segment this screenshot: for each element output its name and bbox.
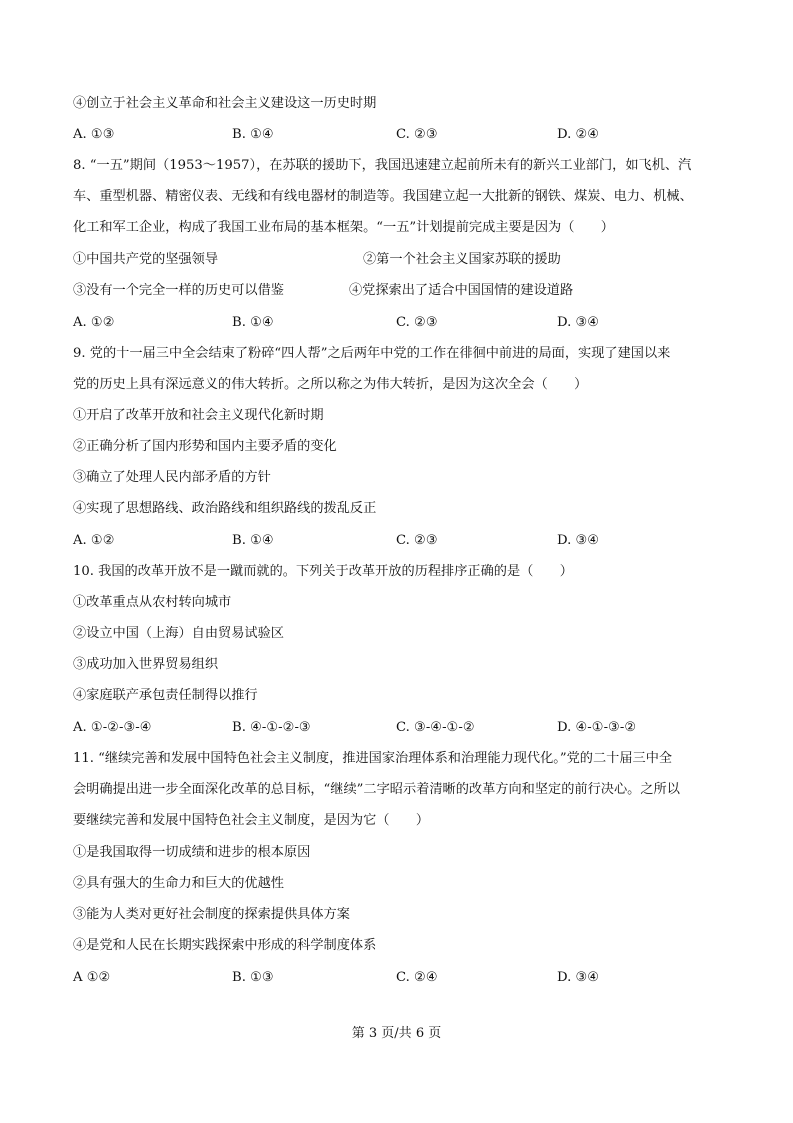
q11-item-1: ①是我国取得一切成绩和进步的根本原因	[73, 845, 311, 860]
q8-option-c[interactable]: C. ②③	[396, 315, 438, 330]
q11-item-2: ②具有强大的生命力和巨大的优越性	[73, 876, 284, 891]
q10-stem-line-1: 10. 我国的改革开放不是一蹴而就的。下列关于改革开放的历程排序正确的是（ ）	[73, 564, 573, 579]
q11-stem-line-3: 要继续完善和发展中国特色社会主义制度，是因为它（ ）	[73, 813, 430, 828]
q7-item-4: ④创立于社会主义革命和社会主义建设这一历史时期	[73, 96, 377, 111]
q10-item-1: ①改革重点从农村转向城市	[73, 595, 232, 610]
q9-item-1: ①开启了改革开放和社会主义现代化新时期	[73, 408, 324, 423]
q10-option-a[interactable]: A. ①-②-③-④	[73, 720, 152, 735]
q8-options	[73, 313, 733, 333]
q8-stem-line-1: 8. “一五”期间（1953～1957），在苏联的援助下，我国迅速建立起前所未有的新兴工业部门，如飞机、汽	[73, 158, 692, 173]
q9-options	[73, 531, 733, 551]
q8-items-row-2	[73, 281, 733, 301]
q9-stem-line-2: 党的历史上具有深远意义的伟大转折。之所以称之为伟大转折，是因为这次全会（ ）	[73, 377, 588, 392]
q11-item-3: ③能为人类对更好社会制度的探索提供具体方案	[73, 907, 350, 922]
q11-option-c[interactable]: C. ②④	[396, 970, 438, 985]
q11-item-4: ④是党和人民在长期实践探索中形成的科学制度体系	[73, 938, 377, 953]
page-footer: 第 3 页/共 6 页	[351, 1026, 442, 1041]
q7-option-c[interactable]: C. ②③	[396, 127, 438, 142]
q9-item-4: ④实现了思想路线、政治路线和组织路线的拨乱反正	[73, 501, 377, 516]
q8-item-3: ③没有一个完全一样的历史可以借鉴	[73, 283, 284, 298]
q10-option-c[interactable]: C. ③-④-①-②	[396, 720, 475, 735]
q9-option-d[interactable]: D. ③④	[557, 533, 600, 548]
q8-item-4: ④党探索出了适合中国国情的建设道路	[349, 283, 574, 298]
q9-stem-line-1: 9. 党的十一届三中全会结束了粉碎“四人帮”之后两年中党的工作在徘徊中前进的局面，实现了建国以来	[73, 346, 671, 361]
q8-items-row-1	[73, 250, 733, 270]
q8-option-a[interactable]: A. ①②	[73, 315, 115, 330]
q11-option-a[interactable]: A ①②	[73, 970, 111, 985]
q7-options	[73, 125, 733, 145]
q11-stem-line-2: 会明确提出进一步全面深化改革的总目标，“继续”二字昭示着清晰的改革方向和坚定的前行决心。之所以	[73, 782, 680, 797]
q8-item-1: ①中国共产党的坚强领导	[73, 252, 219, 267]
q9-option-a[interactable]: A. ①②	[73, 533, 115, 548]
q11-options	[73, 968, 733, 988]
q8-option-d[interactable]: D. ③④	[557, 315, 600, 330]
q7-option-a[interactable]: A. ①③	[73, 127, 115, 142]
q10-option-d[interactable]: D. ④-①-③-②	[557, 720, 637, 735]
q8-item-2: ②第一个社会主义国家苏联的援助	[363, 252, 561, 267]
q9-option-c[interactable]: C. ②③	[396, 533, 438, 548]
q11-option-d[interactable]: D. ③④	[557, 970, 600, 985]
q10-item-4: ④家庭联产承包责任制得以推行	[73, 688, 258, 703]
q7-option-b[interactable]: B. ①④	[232, 127, 274, 142]
q9-item-2: ②正确分析了国内形势和国内主要矛盾的变化	[73, 439, 337, 454]
q10-item-3: ③成功加入世界贸易组织	[73, 657, 219, 672]
q11-option-b[interactable]: B. ①③	[232, 970, 274, 985]
q10-option-b[interactable]: B. ④-①-②-③	[232, 720, 311, 735]
q9-item-3: ③确立了处理人民内部矛盾的方针	[73, 470, 271, 485]
q9-option-b[interactable]: B. ①④	[232, 533, 274, 548]
q7-option-d[interactable]: D. ②④	[557, 127, 600, 142]
q8-stem-line-3: 化工和军工企业，构成了我国工业布局的基本框架。“一五”计划提前完成主要是因为（ ）	[73, 220, 614, 235]
q11-stem-line-1: 11. “继续完善和发展中国特色社会主义制度，推进国家治理体系和治理能力现代化。”党的二十届三中全	[73, 751, 673, 766]
q8-stem-line-2: 车、重型机器、精密仪表、无线和有线电器材的制造等。我国建立起一大批新的钢铁、煤炭、电力、机械、	[73, 189, 693, 204]
q8-option-b[interactable]: B. ①④	[232, 315, 274, 330]
q10-options	[73, 718, 733, 738]
q10-item-2: ②设立中国（上海）自由贸易试验区	[73, 626, 284, 641]
